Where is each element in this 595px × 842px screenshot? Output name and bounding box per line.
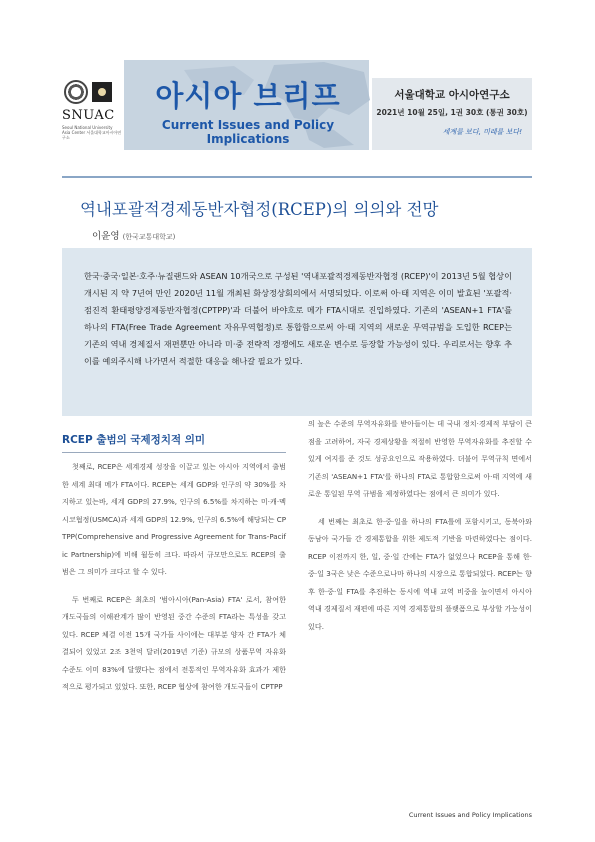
author-affiliation: (한국교통대학교) [122, 233, 176, 241]
paragraph: 세 번째는 최초로 한·중·일을 하나의 FTA틀에 포함시키고, 동북아와 동남아 국가들 간 경제통합을 위한 제도적 기반을 마련하였다는 점이다. RCEP 이전까지 한, 일, 중·일 간에는 FTA가 없었으나 RCEP을 통해 한·중·일 3국은 낮은 수준으로나마 하나의 시장으로 통합되었다. RCEP는 향후 한·중·일 FTA를 추진하는 동시에 역내 교역 비중을 높이면서 아시아 역내 경제질서 재편에 따른 지역 경제통합의 플랫폼으로 부상할 가능성이 있다. [308, 516, 532, 631]
page-footer: Current Issues and Policy Implications [408, 811, 532, 819]
article-title: 역내포괄적경제동반자협정(RCEP)의 의의와 전망 [80, 200, 439, 219]
paragraph: 의 높은 수준의 무역자유화를 받아들이는 데 국내 정치·경제적 부담이 큰 점을 고려하여, 자국 경제상황을 적절히 반영한 무역자유화를 추진할 수 있게 여지를 준 것도 성공요인으로 작용하였다. 더불어 무역규칙 면에서 기존의 'ASEAN+1 FTA'를 하나의 FTA로 통합함으로써 아·태 지역에 새로운 통일된 무역 규범을 제정하였다는 점에서 큰 의미가 있다. [308, 419, 532, 498]
header-divider [62, 176, 532, 178]
paragraph: 첫째로, RCEP은 세계경제 성장을 이끌고 있는 아시아 지역에서 출범한 세계 최대 메가 FTA이다. RCEP는 세계 GDP와 인구의 약 30%를 차지하고 있는바, 세계 GDP의 27.9%, 인구의 6.5%를 차지하는 미·캐·멕시코협정(USMCA)과 세계 GDP의 12.9%, 인구의 6.5%에 해당되는 CPTPP(Comprehensive and Progressive Agreement for Trans-Pacific Partnership)에 비해 월등히 크다. 따라서 규모만으로도 RCEP의 출범은 그 의미가 크다고 할 수 있다. [62, 462, 286, 576]
author-line [92, 228, 175, 242]
summary-box [62, 248, 532, 416]
right-column [308, 415, 532, 635]
summary-text: 한국·중국·일본·호주·뉴질랜드와 ASEAN 10개국으로 구성된 '역내포괄적경제동반자협정 (RCEP)'이 2013년 5월 협상이 개시된 지 약 7년여 만인 2020년 11월 개최된 화상정상회의에서 서명되었다. 이로써 아·태 지역은 이미 발효된 '포괄적·점진적 환태평양경제동반자협정(CPTPP)'과 더불어 바야흐로 메가 FTA시대로 진입하였다. 기존의 'ASEAN+1 FTA'를 하나의 FTA(Free Trade Agreement 자유무역협정)로 통합함으로써 아·태 지역의 새로운 무역규범을 도입한 RCEP는 기존의 역내 경제질서 재편뿐만 아니라 미·중 전략적 경쟁에도 새로운 변수로 등장할 가능성이 있다. 우리로서는 향후 추이를 예의주시해 나가면서 적절한 대응을 해나갈 필요가 있다. [84, 271, 512, 367]
author-name: 이윤영 [92, 231, 120, 242]
logo-text: SNUAC [62, 108, 115, 123]
snuac-logo [62, 80, 120, 140]
slogan: 세계를 보다, 미래를 보다! [442, 128, 522, 136]
brand-subtitle: Current Issues and Policy Implications [161, 118, 335, 146]
issue-date: 2021년 10월 25일, 1권 30호 (통권 30호) [376, 108, 528, 117]
paragraph: 두 번째로 RCEP은 최초의 '범아시아(Pan-Asia) FTA' 로서, 참여한 개도국들의 이해관계가 많이 반영된 중간 수준의 FTA라는 특성을 갖고 있다. RCEP 체결 이전 15개 국가들 사이에는 대부분 양자 간 FTA가 체결되어 있었고 2조 3천억 달러(2019년 기준) 규모의 상품무역 자유화 수준도 이미 83%에 달했다는 점에서 전통적인 무역자유화 효과가 제한적으로 평가되고 있었다. 또한, RCEP 협상에 참여한 개도국들이 CPTPP [62, 594, 286, 691]
asia-center-emblem-icon [92, 82, 112, 102]
institute-box [372, 78, 532, 150]
brand-banner [124, 60, 372, 150]
university-seal-icon [64, 80, 88, 104]
logo-subtext: Seoul National University Asia Center 서울대학교아시아연구소 [62, 125, 122, 140]
institute-name: 서울대학교 아시아연구소 [394, 89, 510, 101]
left-column [62, 458, 286, 696]
section-heading: RCEP 출범의 국제정치적 의미 [62, 432, 286, 453]
brand-title: 아시아 브리프 [155, 79, 341, 113]
